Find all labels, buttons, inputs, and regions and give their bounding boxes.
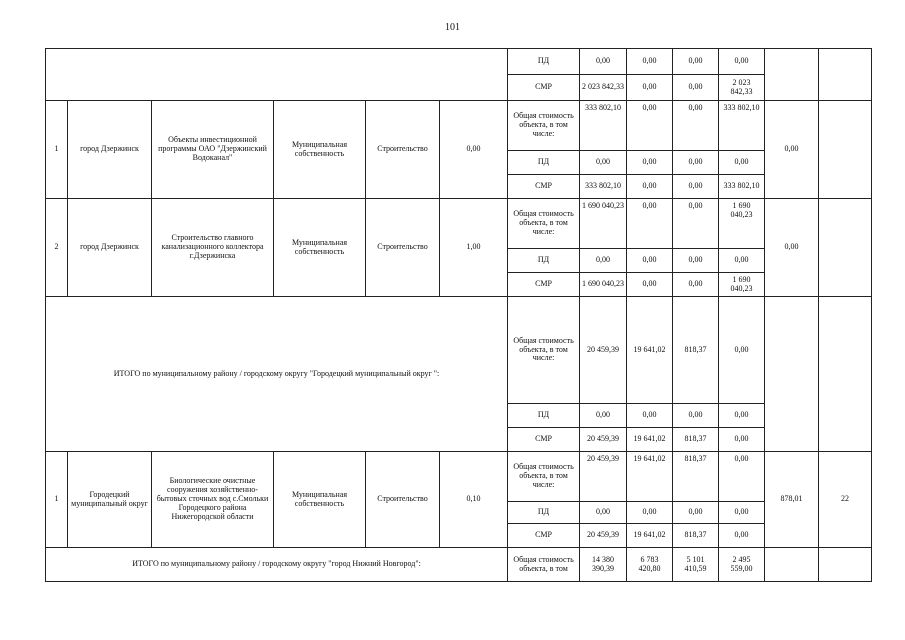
work-type-cell: Строительство (366, 101, 440, 199)
ownership-cell: Муниципальная собственность (274, 199, 366, 297)
value-cell: 333 802,10 (580, 175, 627, 199)
value-cell: 0,00 (627, 151, 673, 175)
empty-cell (819, 199, 872, 297)
empty-cell (765, 548, 819, 582)
stage-cell: ПД (508, 151, 580, 175)
value-cell: 818,37 (673, 452, 719, 502)
empty-cell (765, 49, 819, 101)
work-type-cell: Строительство (366, 199, 440, 297)
extra-cell: 878,01 (765, 452, 819, 548)
value-cell: 0,00 (719, 404, 765, 428)
stage-cell: СМР (508, 428, 580, 452)
table-row (46, 199, 872, 249)
last-cell: 22 (819, 452, 872, 548)
stage-cell: СМР (508, 175, 580, 199)
value-cell: 1 690 040,23 (719, 199, 765, 249)
value-cell: 0,00 (673, 273, 719, 297)
value-cell: 19 641,02 (627, 428, 673, 452)
value-cell: 0,00 (673, 249, 719, 273)
extra-cell: 0,00 (765, 199, 819, 297)
value-cell: 2 023 842,33 (580, 75, 627, 101)
value-cell: 0,00 (719, 524, 765, 548)
empty-cell (819, 49, 872, 101)
city-cell: Городецкий муниципальный округ (68, 452, 152, 548)
table-row (46, 548, 872, 582)
value-cell: 0,00 (719, 151, 765, 175)
value-cell: 0,00 (627, 101, 673, 151)
value-cell: 333 802,10 (719, 101, 765, 151)
value-cell: 0,00 (627, 199, 673, 249)
value-cell: 20 459,39 (580, 452, 627, 502)
stage-cell: Общая стоимость объекта, в том числе: (508, 452, 580, 502)
value-cell: 0,00 (719, 452, 765, 502)
stage-cell: Общая стоимость объекта, в том (508, 548, 580, 582)
page-number: 101 (445, 22, 460, 33)
value-cell: 1 690 040,23 (580, 199, 627, 249)
value-cell: 0,00 (627, 249, 673, 273)
value-cell: 6 783 420,80 (627, 548, 673, 582)
stage-cell: СМР (508, 524, 580, 548)
object-name: Биологические очистные сооружения хозяйственно-бытовых сточных вод с.Смольки Городецкого района Нижегородской области (152, 452, 274, 548)
empty-cell (819, 297, 872, 452)
value-cell: 0,00 (673, 502, 719, 524)
value-cell: 19 641,02 (627, 524, 673, 548)
work-type-cell: Строительство (366, 452, 440, 548)
value-cell: 0,00 (580, 49, 627, 75)
row-number: 2 (46, 199, 68, 297)
value-cell: 818,37 (673, 297, 719, 404)
value-cell: 5 101 410,59 (673, 548, 719, 582)
total-label: ИТОГО по муниципальному району / городскому округу "город Нижний Новгород": (46, 548, 508, 582)
value-cell: 20 459,39 (580, 428, 627, 452)
value-cell: 1 690 040,23 (580, 273, 627, 297)
value-cell: 20 459,39 (580, 524, 627, 548)
power-cell: 1,00 (440, 199, 508, 297)
value-cell: 0,00 (719, 428, 765, 452)
value-cell: 0,00 (719, 502, 765, 524)
value-cell: 0,00 (719, 249, 765, 273)
city-cell: город Дзержинск (68, 101, 152, 199)
value-cell: 0,00 (627, 273, 673, 297)
table-row (46, 452, 872, 502)
value-cell: 0,00 (580, 404, 627, 428)
investment-table (45, 48, 872, 582)
power-cell: 0,10 (440, 452, 508, 548)
value-cell: 20 459,39 (580, 297, 627, 404)
row-number: 1 (46, 452, 68, 548)
value-cell: 19 641,02 (627, 297, 673, 404)
stage-cell: ПД (508, 404, 580, 428)
stage-cell: ПД (508, 249, 580, 273)
value-cell: 0,00 (627, 49, 673, 75)
value-cell: 333 802,10 (580, 101, 627, 151)
total-label: ИТОГО по муниципальному району / городскому округу "Городецкий муниципальный округ ": (46, 297, 508, 452)
value-cell: 19 641,02 (627, 452, 673, 502)
empty-cell (46, 49, 508, 101)
value-cell: 0,00 (627, 404, 673, 428)
stage-cell: ПД (508, 49, 580, 75)
object-name: Объекты инвестиционной программы ОАО "Дзержинский Водоканал" (152, 101, 274, 199)
stage-cell: Общая стоимость объекта, в том числе: (508, 101, 580, 151)
value-cell: 0,00 (673, 175, 719, 199)
stage-cell: Общая стоимость объекта, в том числе: (508, 199, 580, 249)
ownership-cell: Муниципальная собственность (274, 452, 366, 548)
stage-cell: СМР (508, 75, 580, 101)
value-cell: 0,00 (627, 175, 673, 199)
row-number: 1 (46, 101, 68, 199)
stage-cell: Общая стоимость объекта, в том числе: (508, 297, 580, 404)
empty-cell (819, 548, 872, 582)
value-cell: 1 690 040,23 (719, 273, 765, 297)
value-cell: 333 802,10 (719, 175, 765, 199)
value-cell: 0,00 (627, 502, 673, 524)
value-cell: 2 495 559,00 (719, 548, 765, 582)
object-name: Строительство главного канализационного коллектора г.Дзержинска (152, 199, 274, 297)
value-cell: 0,00 (719, 297, 765, 404)
table-row (46, 49, 872, 75)
value-cell: 14 380 390,39 (580, 548, 627, 582)
value-cell: 0,00 (673, 151, 719, 175)
value-cell: 0,00 (673, 404, 719, 428)
empty-cell (819, 101, 872, 199)
city-cell: город Дзержинск (68, 199, 152, 297)
value-cell: 0,00 (580, 249, 627, 273)
extra-cell: 0,00 (765, 101, 819, 199)
value-cell: 0,00 (719, 49, 765, 75)
value-cell: 818,37 (673, 524, 719, 548)
empty-cell (765, 297, 819, 452)
ownership-cell: Муниципальная собственность (274, 101, 366, 199)
table-row (46, 101, 872, 151)
value-cell: 0,00 (673, 199, 719, 249)
value-cell: 818,37 (673, 428, 719, 452)
value-cell: 0,00 (580, 151, 627, 175)
value-cell: 0,00 (673, 101, 719, 151)
value-cell: 0,00 (627, 75, 673, 101)
value-cell: 2 023 842,33 (719, 75, 765, 101)
stage-cell: СМР (508, 273, 580, 297)
value-cell: 0,00 (580, 502, 627, 524)
stage-cell: ПД (508, 502, 580, 524)
value-cell: 0,00 (673, 75, 719, 101)
power-cell: 0,00 (440, 101, 508, 199)
table-row (46, 297, 872, 404)
value-cell: 0,00 (673, 49, 719, 75)
